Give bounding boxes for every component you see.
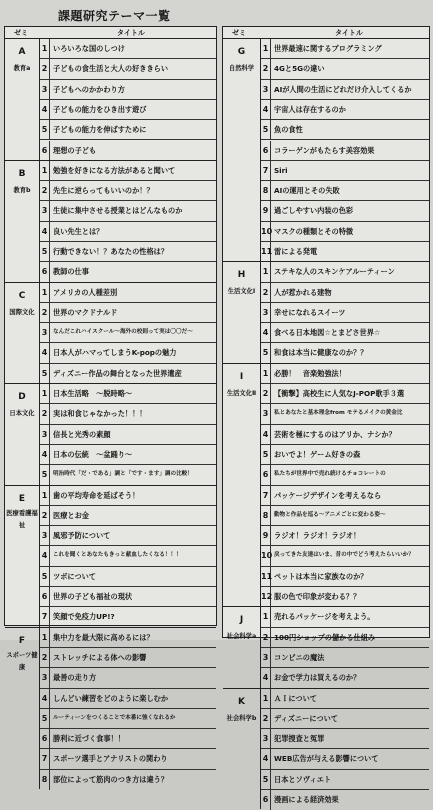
row-number: 2 xyxy=(40,303,50,322)
table-row xyxy=(261,201,429,221)
theme-title: 日本人がハマってしまうK-popの魅力 xyxy=(53,348,177,358)
theme-title: 世界のマクドナルド xyxy=(53,307,118,317)
table-row xyxy=(261,425,429,445)
table-row xyxy=(261,100,429,120)
table-row xyxy=(40,607,216,627)
theme-title: 医療とお金 xyxy=(53,510,89,520)
row-number: 4 xyxy=(40,100,50,119)
table-row xyxy=(40,404,216,424)
row-number: 3 xyxy=(40,668,50,687)
theme-title: 子どもの能力をひき出す遊び xyxy=(53,104,147,114)
theme-title: ＡＩについて xyxy=(274,693,317,703)
table-row xyxy=(261,343,429,363)
theme-title: 風邪予防について xyxy=(53,531,111,541)
theme-title: 芸術を極にするのはアリか、ナシか？ xyxy=(274,429,396,439)
seminar-letter: H xyxy=(237,270,246,281)
table-row xyxy=(40,445,216,465)
row-number: 4 xyxy=(261,425,271,444)
theme-title: いろいろな国のしつけ xyxy=(53,44,125,53)
row-number: 1 xyxy=(40,283,50,302)
seminar-title: 生活文化Ⅰ xyxy=(227,288,256,296)
table-row xyxy=(261,587,429,607)
theme-title: ツボについて xyxy=(53,571,96,581)
table-row xyxy=(40,80,216,100)
theme-title: これを聞くとあなたもきっと献血したくなる！！！ xyxy=(53,552,182,559)
theme-title: 行動できない！？あなたの性格は？ xyxy=(53,246,169,256)
row-number: 10 xyxy=(261,546,271,565)
table-row xyxy=(40,384,216,404)
row-number: 4 xyxy=(40,445,50,464)
seminar-group xyxy=(5,627,216,789)
theme-title: 日本の伝統 〜盆踊り〜 xyxy=(53,449,133,459)
table-row xyxy=(261,181,429,201)
seminar-title: 医療看護福祉 xyxy=(6,509,38,529)
table-row xyxy=(40,120,216,140)
theme-title: 私とあなたと基本理念from モテるメイクの黄金比 xyxy=(274,410,403,417)
theme-title: 人が惹かれる建物 xyxy=(274,287,332,297)
row-number: 7 xyxy=(40,607,50,627)
table-row xyxy=(40,770,216,790)
theme-title: 生徒に集中させる授業とはどんなものか xyxy=(53,206,183,216)
table-row xyxy=(40,749,216,769)
theme-title: 理想の子ども xyxy=(53,145,97,155)
seminar-title: スポーツ健康 xyxy=(6,651,38,671)
row-number: 9 xyxy=(261,526,271,545)
table-row xyxy=(261,262,429,282)
table-row xyxy=(261,39,429,59)
seminar-letter: C xyxy=(18,290,26,301)
table-row xyxy=(261,445,429,465)
table-row xyxy=(261,141,429,161)
table-row xyxy=(40,668,216,688)
theme-title: 教師の仕事 xyxy=(53,267,89,277)
row-number: 6 xyxy=(40,262,50,282)
row-number: 3 xyxy=(261,729,271,748)
row-number: 1 xyxy=(261,364,271,383)
table-row xyxy=(261,303,429,323)
table-row xyxy=(40,343,216,363)
theme-title: 子どもへのかかわり方 xyxy=(53,84,125,94)
table-row xyxy=(40,323,216,343)
seminar-letter: B xyxy=(18,168,26,179)
row-number: 2 xyxy=(40,181,50,200)
theme-title: 動物と作品を巡る〜アニメごとに変わる姿〜 xyxy=(274,511,386,518)
row-number: 8 xyxy=(40,770,50,790)
seminar-group xyxy=(223,606,429,687)
table-row xyxy=(261,607,429,627)
theme-title: ディズニーについて xyxy=(274,713,338,723)
header-zemi: ゼミ xyxy=(14,29,28,37)
table-row xyxy=(261,283,429,303)
theme-title: Siri xyxy=(274,165,288,175)
theme-title: 魚の食性 xyxy=(274,125,303,135)
row-number: 7 xyxy=(261,486,271,505)
seminar-group xyxy=(223,688,429,810)
theme-title: ラジオ！ラジオ！ラジオ！ xyxy=(274,531,361,541)
page-title: 課題研究テーマ一覧 xyxy=(58,9,171,23)
table-row xyxy=(40,303,216,323)
row-number: 3 xyxy=(261,648,271,667)
seminar-title: 教育a xyxy=(13,65,31,72)
seminar-name-cell xyxy=(5,161,40,282)
seminar-letter: D xyxy=(18,392,26,403)
table-row xyxy=(40,100,216,120)
table-row xyxy=(261,770,429,790)
theme-title: 犯罪捜査と冤罪 xyxy=(274,734,325,744)
header-zemi: ゼミ xyxy=(232,29,246,37)
row-number: 4 xyxy=(40,222,50,241)
table-row xyxy=(40,39,216,59)
table-row xyxy=(40,222,216,242)
row-number: 6 xyxy=(261,141,271,160)
seminar-name-cell xyxy=(223,39,261,261)
row-number: 2 xyxy=(40,404,50,423)
table-row xyxy=(40,364,216,384)
seminar-letter: K xyxy=(238,696,245,707)
seminar-group xyxy=(5,38,216,160)
table-row xyxy=(261,465,429,485)
seminar-name-cell xyxy=(223,364,261,607)
theme-title: コンビニの魔法 xyxy=(274,652,325,662)
row-number: 8 xyxy=(261,506,271,525)
row-number: 6 xyxy=(261,790,271,810)
table-row xyxy=(261,668,429,688)
row-number: 6 xyxy=(261,465,271,484)
row-number: 6 xyxy=(40,729,50,748)
row-number: 4 xyxy=(261,668,271,688)
row-number: 5 xyxy=(40,567,50,586)
seminar-group xyxy=(223,38,429,261)
row-number: 2 xyxy=(261,384,271,403)
theme-title: おいでよ！ゲーム好きの森 xyxy=(274,449,361,459)
seminar-letter: G xyxy=(237,47,246,57)
theme-title: 世界の子ども福祉の現状 xyxy=(53,592,133,602)
row-number: 3 xyxy=(261,80,271,99)
table-row xyxy=(40,567,216,587)
theme-title: ストレッチによる体への影響 xyxy=(53,652,147,662)
row-number: 3 xyxy=(261,404,271,423)
seminar-title: 教育b xyxy=(13,186,31,194)
row-number: 2 xyxy=(261,59,271,78)
row-number: 1 xyxy=(40,384,50,403)
row-number: 5 xyxy=(40,120,50,139)
table-row xyxy=(40,506,216,526)
row-number: 1 xyxy=(40,161,50,180)
theme-title: 明治時代「だ・である」調と「です・ます」調の比較！ xyxy=(53,471,193,478)
theme-title: AIの運用とその失敗 xyxy=(274,186,340,196)
row-number: 6 xyxy=(40,587,50,606)
theme-title: 和食は本当に健康なのか？？ xyxy=(274,348,368,358)
seminar-name-cell xyxy=(5,283,40,384)
table-row xyxy=(261,628,429,648)
row-number: 2 xyxy=(40,506,50,525)
row-number: 4 xyxy=(261,749,271,768)
seminar-letter: A xyxy=(18,47,26,57)
table-row xyxy=(40,425,216,445)
theme-title: 私たちが世界中で売れ続けるチョコレートの xyxy=(274,471,386,478)
table-row xyxy=(40,201,216,221)
row-number: 5 xyxy=(261,343,271,363)
row-number: 5 xyxy=(40,709,50,728)
row-number: 7 xyxy=(40,749,50,768)
table-row xyxy=(40,689,216,709)
row-number: 2 xyxy=(261,628,271,647)
seminar-letter: E xyxy=(18,493,26,504)
table-row xyxy=(40,486,216,506)
table-row xyxy=(40,628,216,648)
theme-title: 集中力を最大限に高めるには？ xyxy=(53,632,154,642)
row-number: 10 xyxy=(261,222,271,241)
row-number: 12 xyxy=(261,587,271,607)
table-row xyxy=(40,242,216,262)
seminar-name-cell xyxy=(223,689,261,810)
seminar-group xyxy=(5,383,216,485)
table-row xyxy=(261,364,429,384)
table-row xyxy=(40,546,216,566)
seminar-name-cell xyxy=(5,384,40,485)
table-row xyxy=(261,546,429,566)
table-row xyxy=(261,80,429,100)
row-number: 4 xyxy=(40,343,50,362)
theme-title: 笑顔で免疫力UP!? xyxy=(53,612,115,622)
seminar-title: 生活文化Ⅱ xyxy=(226,389,257,397)
table-row xyxy=(40,526,216,546)
seminar-letter: I xyxy=(239,371,244,382)
table-row xyxy=(261,242,429,262)
right-table xyxy=(222,26,430,805)
row-number: 3 xyxy=(40,80,50,99)
row-number: 1 xyxy=(261,607,271,626)
row-number: 1 xyxy=(261,689,271,708)
row-number: 1 xyxy=(261,262,271,281)
theme-title: 子どもの能力を伸ばすために xyxy=(53,125,147,135)
row-number: 3 xyxy=(40,526,50,545)
row-number: 3 xyxy=(261,303,271,322)
theme-title: 売れるパッケージを考えよう。 xyxy=(274,612,375,622)
theme-title: AIが人間の生活にどれだけ介入してくるか xyxy=(274,84,412,94)
theme-title: 雷による発電 xyxy=(274,247,318,256)
table-row xyxy=(40,262,216,282)
row-number: 11 xyxy=(261,242,271,262)
row-number: 3 xyxy=(40,425,50,444)
theme-title: マスクの種類とその特徴 xyxy=(274,226,354,236)
row-number: 2 xyxy=(261,709,271,728)
seminar-group xyxy=(5,160,216,282)
theme-title: なんだこれハイスクール〜海外の校則って実は〇〇だ〜 xyxy=(53,329,193,336)
seminar-name-cell xyxy=(223,262,261,363)
seminar-title: 社会科学a xyxy=(226,633,257,641)
table-row xyxy=(261,567,429,587)
left-table xyxy=(4,26,217,784)
theme-title: 100円ショップの儲かる仕組み xyxy=(274,632,376,642)
theme-title: ディズニー作品の舞台となった世界遺産 xyxy=(53,368,182,378)
seminar-group xyxy=(5,485,216,627)
row-number: 9 xyxy=(261,201,271,220)
row-number: 5 xyxy=(40,364,50,384)
theme-title: スポーツ選手とアナリストの関わり xyxy=(53,754,168,764)
theme-title: 服の色で印象が変わる？？ xyxy=(274,592,361,602)
table-row xyxy=(261,222,429,242)
table-row xyxy=(261,161,429,181)
table-row xyxy=(261,729,429,749)
table-row xyxy=(261,486,429,506)
theme-title: 4Gと5Gの違い xyxy=(274,64,325,74)
theme-title: 実は和食じゃなかった！！！ xyxy=(53,409,147,419)
table-row xyxy=(261,526,429,546)
seminar-title: 日本文化 xyxy=(9,410,35,418)
header-title: タイトル xyxy=(335,29,363,37)
theme-title: 日本とソヴィエト xyxy=(274,774,332,784)
row-number: 1 xyxy=(261,39,271,58)
table-row xyxy=(40,161,216,181)
row-number: 5 xyxy=(261,120,271,139)
row-number: 4 xyxy=(261,323,271,342)
theme-title: 子どもの食生活と大人の好ききらい xyxy=(53,64,169,74)
row-number: 6 xyxy=(40,141,50,161)
seminar-name-cell xyxy=(5,628,40,789)
theme-title: 宇宙人は存在するのか xyxy=(274,104,346,114)
table-row xyxy=(40,283,216,303)
theme-title: 戻ってきた友達はいま、昔の中でどう考えたらいいか？ xyxy=(274,552,414,559)
table-row xyxy=(40,59,216,79)
table-row xyxy=(40,181,216,201)
theme-title: しんどい練習をどのように楽しむか xyxy=(53,693,169,703)
theme-title: 日本生活略 〜脱時略〜 xyxy=(53,389,133,399)
theme-title: 勝利に近づく食事！！ xyxy=(53,734,125,744)
table-row xyxy=(261,689,429,709)
theme-title: 【衝撃】高校生に人気なJ-POP歌手３選 xyxy=(274,389,405,399)
seminar-group xyxy=(5,282,216,384)
theme-title: 世界最速に関するプログラミング xyxy=(274,44,382,53)
table-row xyxy=(40,587,216,607)
row-number: 1 xyxy=(40,628,50,647)
theme-title: 最善の走り方 xyxy=(53,673,97,683)
seminar-name-cell xyxy=(5,486,40,627)
row-number: 7 xyxy=(261,161,271,180)
row-number: 2 xyxy=(261,283,271,302)
theme-title: 漫画による経済効果 xyxy=(274,795,339,805)
theme-title: 信長と光秀の素顔 xyxy=(53,429,111,439)
theme-title: ステキな人のスキンケアルーティーン xyxy=(274,267,395,277)
row-number: 1 xyxy=(40,486,50,505)
theme-title: お金で学力は買えるのか？ xyxy=(274,673,361,683)
row-number: 4 xyxy=(40,689,50,708)
row-number: 4 xyxy=(40,546,50,565)
seminar-group xyxy=(223,363,429,607)
table-row xyxy=(261,790,429,810)
theme-title: 先生に逆らってもいいのか！？ xyxy=(53,186,154,196)
table-row xyxy=(261,404,429,424)
seminar-title: 社会科学b xyxy=(226,714,257,722)
seminar-name-cell xyxy=(223,607,261,687)
table-row xyxy=(261,120,429,140)
seminar-name-cell xyxy=(5,39,40,160)
row-number: 2 xyxy=(40,59,50,78)
seminar-letter: F xyxy=(18,635,26,646)
table-row xyxy=(261,506,429,526)
theme-title: 勉強を好きになる方法があると聞いて xyxy=(53,165,176,175)
header-title: タイトル xyxy=(117,29,145,37)
theme-title: 食べる日本地図☆とまどさ世界☆ xyxy=(274,328,381,338)
table-row xyxy=(261,59,429,79)
table-row xyxy=(261,648,429,668)
row-number: 1 xyxy=(40,39,50,58)
row-number: 3 xyxy=(40,323,50,342)
row-number: 5 xyxy=(261,445,271,464)
seminar-title: 国際文化 xyxy=(9,308,35,316)
table-row xyxy=(40,729,216,749)
row-number: 2 xyxy=(40,648,50,667)
table-row xyxy=(40,648,216,668)
seminar-title: 自然科学 xyxy=(228,65,255,72)
table-row xyxy=(261,384,429,404)
table-row xyxy=(261,749,429,769)
row-number: 5 xyxy=(261,770,271,789)
table-row xyxy=(261,709,429,729)
table-row xyxy=(40,465,216,485)
theme-title: ペットは本当に家族なのか？ xyxy=(274,571,368,581)
seminar-letter: J xyxy=(239,615,244,626)
row-number: 11 xyxy=(261,567,271,586)
theme-title: 過ごしやすい内装の色彩 xyxy=(274,206,354,216)
row-number: 8 xyxy=(261,181,271,200)
theme-title: コラーゲンがもたらす美容効果 xyxy=(274,145,375,155)
theme-title: 良い先生とは？ xyxy=(53,226,104,236)
table-row xyxy=(40,141,216,161)
theme-title: 幸せになれるスイーツ xyxy=(274,307,346,317)
table-row xyxy=(40,709,216,729)
theme-title: 部位によって筋肉のつき方は違う？ xyxy=(53,774,169,784)
theme-title: WEB広告が与える影響について xyxy=(274,754,379,764)
row-number: 5 xyxy=(40,465,50,485)
row-number: 5 xyxy=(40,242,50,261)
theme-title: 歯の平均寿命を延ばそう！ xyxy=(53,490,140,500)
row-number: 3 xyxy=(40,201,50,220)
table-row xyxy=(261,323,429,343)
theme-title: アメリカの人種差別 xyxy=(53,287,118,297)
theme-title: パッケージデザインを考えるなら xyxy=(274,490,382,500)
seminar-group xyxy=(223,261,429,363)
theme-title: ルーティーンをつくることで本番に強くなれるか xyxy=(53,714,176,721)
row-number: 4 xyxy=(261,100,271,119)
theme-title: 必勝！ 音楽勉強法！ xyxy=(274,368,346,378)
